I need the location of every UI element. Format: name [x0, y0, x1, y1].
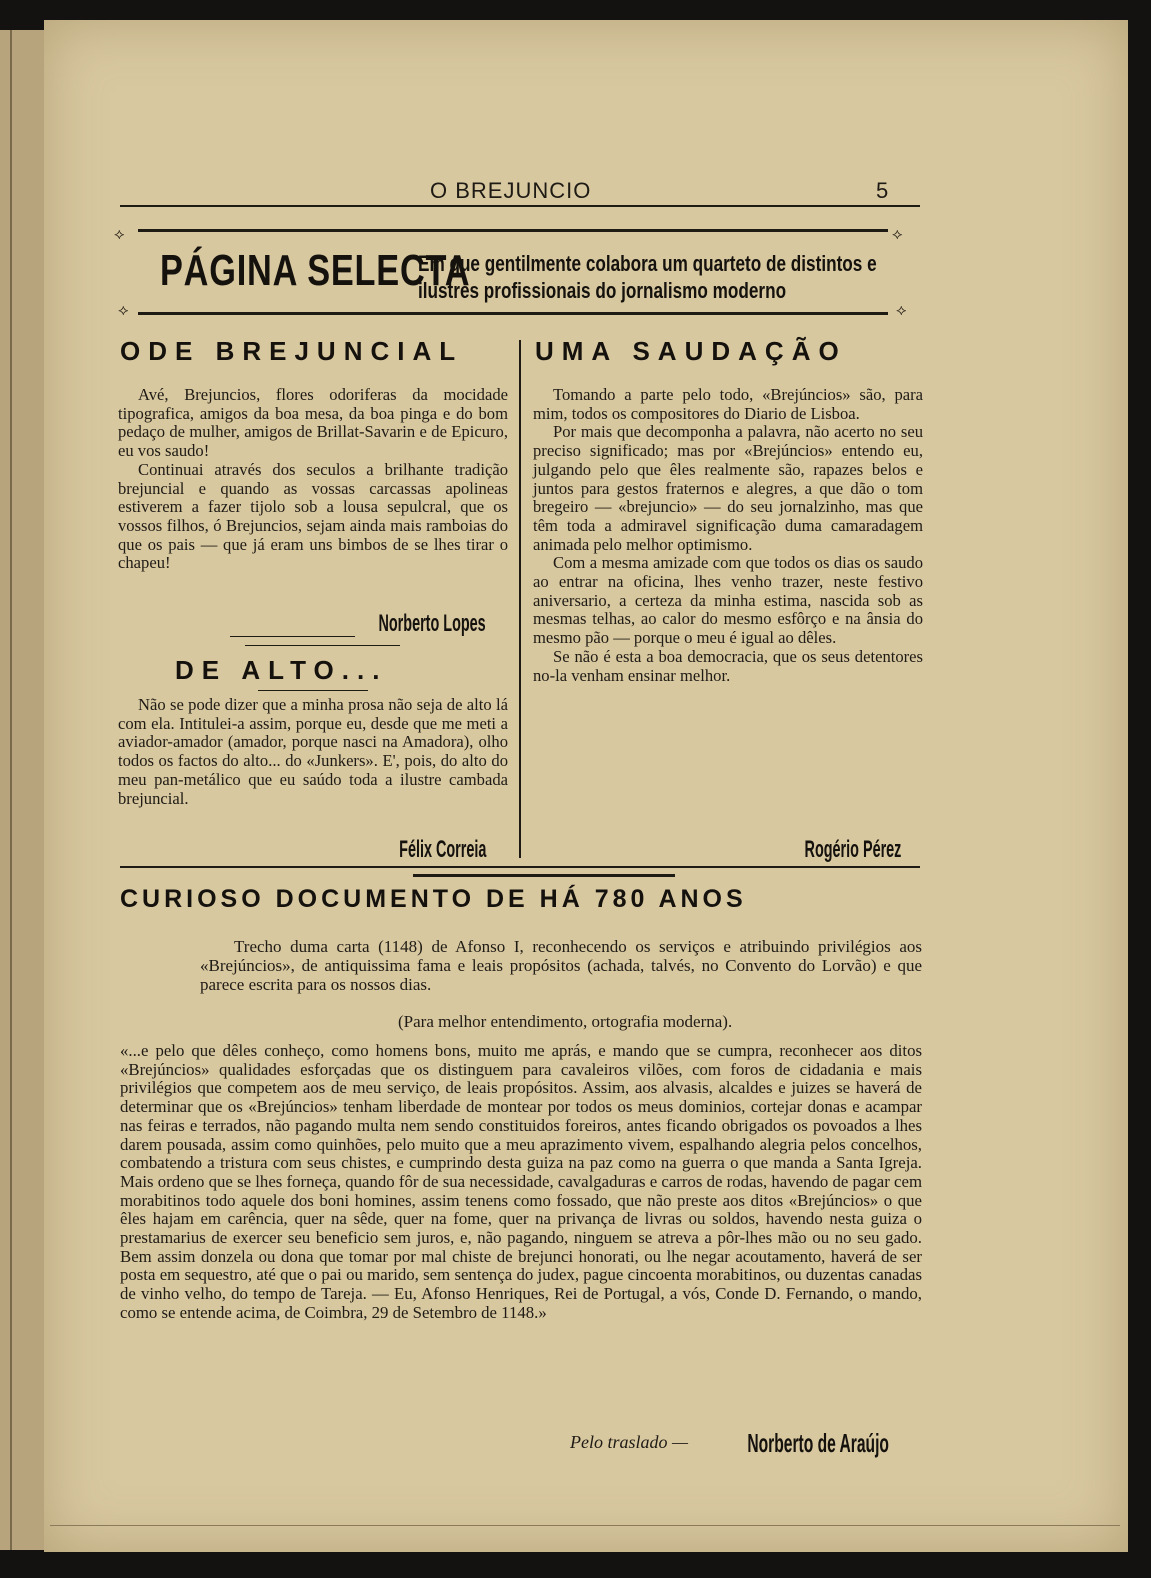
alto-heading: DE ALTO... [175, 655, 388, 685]
ode-heading: ODE BREJUNCIAL [120, 336, 464, 366]
documento-ornament-rule [413, 874, 675, 877]
spine-fold-line [10, 30, 12, 1550]
alto-heading-rule [258, 690, 368, 691]
ode-signature: Norberto Lopes [378, 610, 486, 637]
documento-signature: Norberto de Araújo [747, 1428, 889, 1458]
saudacao-paragraph: Se não é esta a boa democracia, que os seus detentores no-la venham ensinar melhor. [533, 646, 923, 685]
alto-paragraph: Não se pode dizer que a minha prosa não seja de alto lá com ela. Intitulei-a assim, porque eu, desde que me meti a aviador-amador (amador, porque nasci na Amadora), olho todos os factos do alto... do «Junkers». E', pois, do alto do meu pan-metálico que eu saúdo toda a ilustre cambada brejuncial. [118, 695, 508, 808]
running-head-title: O BREJUNCIO [430, 178, 592, 203]
saudacao-body [533, 386, 923, 685]
documento-heading: CURIOSO DOCUMENTO DE HÁ 780 ANOS [120, 885, 747, 913]
page-bottom-edge [50, 1525, 1120, 1526]
documento-body: «...e pelo que dêles conheço, como homens bons, muito me aprás, e mando que se cumpra, reconhecer aos ditos «Brejúncios» qualidades esforçadas que os distinguem para cavaleiros vilões, com foros de cidadania e mais privilégios que competem aos de meu serviço, de leais propósitos. Assim, aos alvasis, alcaldes e juizes se haverá de determinar que os «Brejúncios» tenham liberdade de montear por todos os meus dominios, cortejar donas e acampar nas feiras e terrados, não pagando multa nem sendo constituidos foreiros, antes ficando obrigados os povoados a lhes darem pousada, assim como quinhões, pelo muito que a meu aprazimento vivem, espalhando alegria pelos concelhos, combatendo a tristura com seus chistes, e cumprindo desta guiza na paz como na guerra o que manda a Santa Igreja. Mais ordeno que se lhes forneça, quando fôr de sua necessidade, cavalgaduras e carros de rodas, havendo de pagar cem morabitinos todo aquele dos boni homines, assim tenens como fossado, que não preste aos ditos «Brejúncios» o que êles hajam em carência, quer na sêde, quer na fome, quer na privança de livras ou soldos, havendo nesta guiza o prestamarius de exercer seu beneficio sem juros, e, não pagando, ninguem se atreva a pôr-lhes mão ou no seu gado. Bem assim donzela ou dona que tomar por mal chiste de brejunci honorati, ou lhe negar acoutamento, haverá de ser posta em sequestro, até que o pai ou marido, sem sentença do judex, pague cincoenta morabitinos, ou duzentas canadas de vinho velho, do tempo de Tareja. — Eu, Afonso Henriques, Rei de Portugal, a vós, Conde D. Fernando, o mando, como se entende acima, de Coimbra, 29 de Setembro de 1148.» [120, 1041, 922, 1322]
saudacao-signature: Rogério Pérez [804, 836, 901, 863]
documento-signature-prefix: Pelo traslado — [570, 1432, 689, 1452]
saudacao-paragraph: Com a mesma amizade com que todos os dias os saudo ao entrar na oficina, lhes venho trazer, neste festivo aniversario, a certeza da minha estima, nascida sob as mesmas telhas, ao calor do mesmo esfôrço e na ânsia do mesmo pão — porque o meu é igual ao dêles. [533, 553, 923, 648]
banner-top-rule [138, 229, 888, 232]
banner-bottom-rule [138, 312, 888, 315]
alto-body [118, 696, 508, 808]
alto-signature: Félix Correia [398, 836, 486, 863]
corner-ornament-icon: ⟡ [118, 300, 129, 319]
running-head-rule [120, 205, 920, 207]
section-rule [120, 866, 920, 868]
ode-end-rule [245, 645, 400, 646]
documento-note: (Para melhor entendimento, ortografia moderna). [398, 1012, 733, 1031]
column-divider [519, 340, 521, 858]
saudacao-paragraph: Tomando a parte pelo todo, «Brejúncios» são, para mim, todos os compositores do Diario de Lisboa. [533, 385, 923, 423]
corner-ornament-icon: ⟡ [896, 300, 907, 319]
ode-paragraph: Avé, Brejuncios, flores odoriferas da mocidade tipografica, amigos da boa mesa, da boa pinga e do bom pedaço de mulher, amigos de Brillat-Savarin e de Epicuro, eu vos saudo! [118, 385, 508, 461]
saudacao-paragraph: Por mais que decomponha a palavra, não acerto no seu preciso significado; mas por «Brejúncios» entendo eu, julgando pelo que êles realmente são, rapazes belos e juntos para gestos fraternos e alegres, a que dão o tom bregeiro — «brejuncio» — do seu jornalzinho, mas que têm toda a admiravel significação duma camaradagem animada pelo melhor optimismo. [533, 422, 923, 554]
banner-subtitle: Em que gentilmente colabora um quarteto de distintos e ilustres profissionais do jornalismo moderno [418, 251, 877, 303]
ode-paragraph: Continuai através dos seculos a brilhante tradição brejuncial e quando as vossas carcassas apolineas estiverem a fazer tijolo sob a lousa sepulcral, que os vossos filhos, ó Brejuncios, sejam ainda mais ramboias do que os pais — que já eram uns bimbos de se lhes tirar o chapeu! [118, 459, 508, 573]
banner-title: PÁGINA SELECTA [160, 246, 471, 295]
corner-ornament-icon: ⟡ [892, 224, 903, 243]
corner-ornament-icon: ⟡ [114, 224, 125, 243]
book-spine [0, 30, 44, 1550]
ode-signature-rule [230, 636, 355, 637]
page-number: 5 [876, 178, 889, 203]
ode-body [118, 386, 508, 573]
saudacao-heading: UMA SAUDAÇÃO [535, 336, 847, 366]
documento-intro: Trecho duma carta (1148) de Afonso I, reconhecendo os serviços e atribuindo privilégios aos «Brejúncios», de antiquissima fama e leais propósitos (achada, talvés, no Convento do Lorvão) e que parece escrita para os nossos dias. [200, 937, 922, 994]
